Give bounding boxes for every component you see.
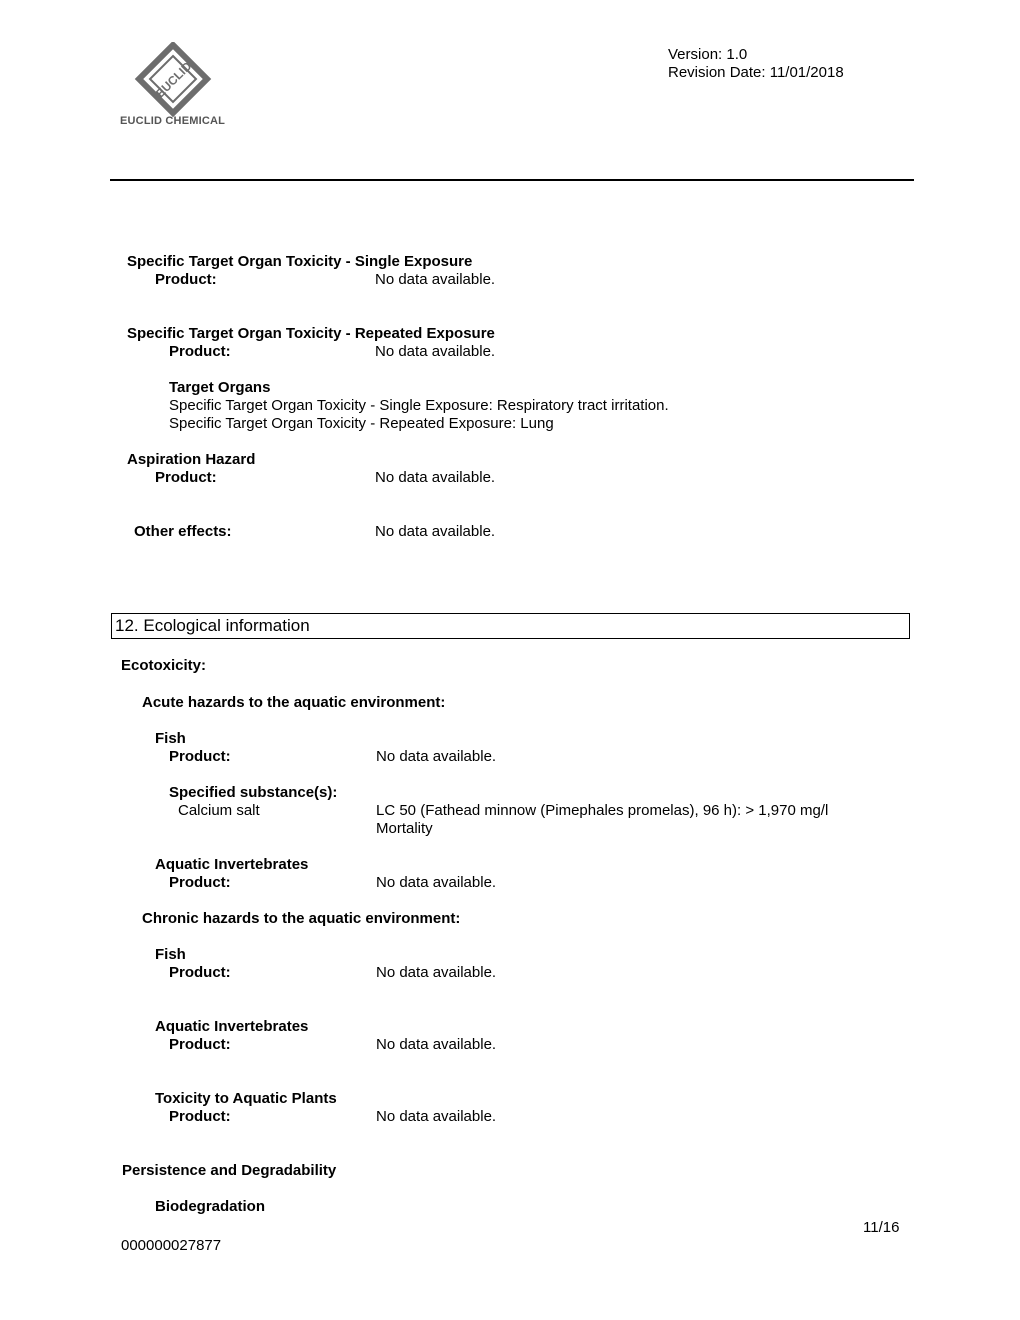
biodegradation-heading: Biodegradation [155,1198,266,1215]
stot-repeated-product-value: No data available. [375,343,496,360]
acute-invertebrates-product-value: No data available. [376,874,497,891]
specified-substances-label: Specified substance(s): [169,784,338,801]
aspiration-product-label: Product: [155,469,217,486]
chronic-invertebrates-heading: Aquatic Invertebrates [155,1018,309,1035]
chronic-fish-product-label: Product: [169,964,231,981]
substance-value: LC 50 (Fathead minnow (Pimephales promelas), 96 h): > 1,970 mg/l [376,802,829,819]
chronic-invertebrates-product-label: Product: [169,1036,231,1053]
acute-invertebrates-heading: Aquatic Invertebrates [155,856,309,873]
stot-single-product-label: Product: [155,271,217,288]
target-organ-line: Specific Target Organ Toxicity - Single Exposure: Respiratory tract irritation. [169,397,669,414]
chronic-hazards-heading: Chronic hazards to the aquatic environment: [142,910,461,927]
aquatic-plants-product-label: Product: [169,1108,231,1125]
logo-text: EUCLID CHEMICAL [120,115,226,127]
page-number: 11/16 [863,1219,900,1236]
stot-repeated-product-label: Product: [169,343,231,360]
ecotoxicity-heading: Ecotoxicity: [121,657,207,674]
acute-fish-product-label: Product: [169,748,231,765]
target-organs-heading: Target Organs [169,379,271,396]
acute-fish-heading: Fish [155,730,186,747]
document-number: 000000027877 [121,1237,222,1254]
aspiration-product-value: No data available. [375,469,496,486]
acute-invertebrates-product-label: Product: [169,874,231,891]
other-effects-value: No data available. [375,523,496,540]
substance-name: Calcium salt [178,802,260,819]
logo-mark-text: EUCLID [152,58,195,101]
aquatic-plants-product-value: No data available. [376,1108,497,1125]
section-12-title: 12. Ecological information [115,616,310,635]
stot-repeated-heading: Specific Target Organ Toxicity - Repeated Exposure [127,325,495,342]
acute-fish-product-value: No data available. [376,748,497,765]
other-effects-label: Other effects: [134,523,232,540]
header-divider [110,179,914,181]
aquatic-plants-heading: Toxicity to Aquatic Plants [155,1090,337,1107]
stot-single-heading: Specific Target Organ Toxicity - Single Exposure [127,253,473,270]
stot-single-product-value: No data available. [375,271,496,288]
version-label: Version: 1.0 [668,46,748,63]
chronic-fish-heading: Fish [155,946,186,963]
aspiration-heading: Aspiration Hazard [127,451,256,468]
persistence-heading: Persistence and Degradability [122,1162,337,1179]
revision-date: Revision Date: 11/01/2018 [668,64,844,81]
acute-hazards-heading: Acute hazards to the aquatic environment: [142,694,446,711]
chronic-invertebrates-product-value: No data available. [376,1036,497,1053]
target-organ-line: Specific Target Organ Toxicity - Repeated Exposure: Lung [169,415,554,432]
section-12-header [111,613,910,639]
substance-value-continued: Mortality [376,820,433,837]
chronic-fish-product-value: No data available. [376,964,497,981]
